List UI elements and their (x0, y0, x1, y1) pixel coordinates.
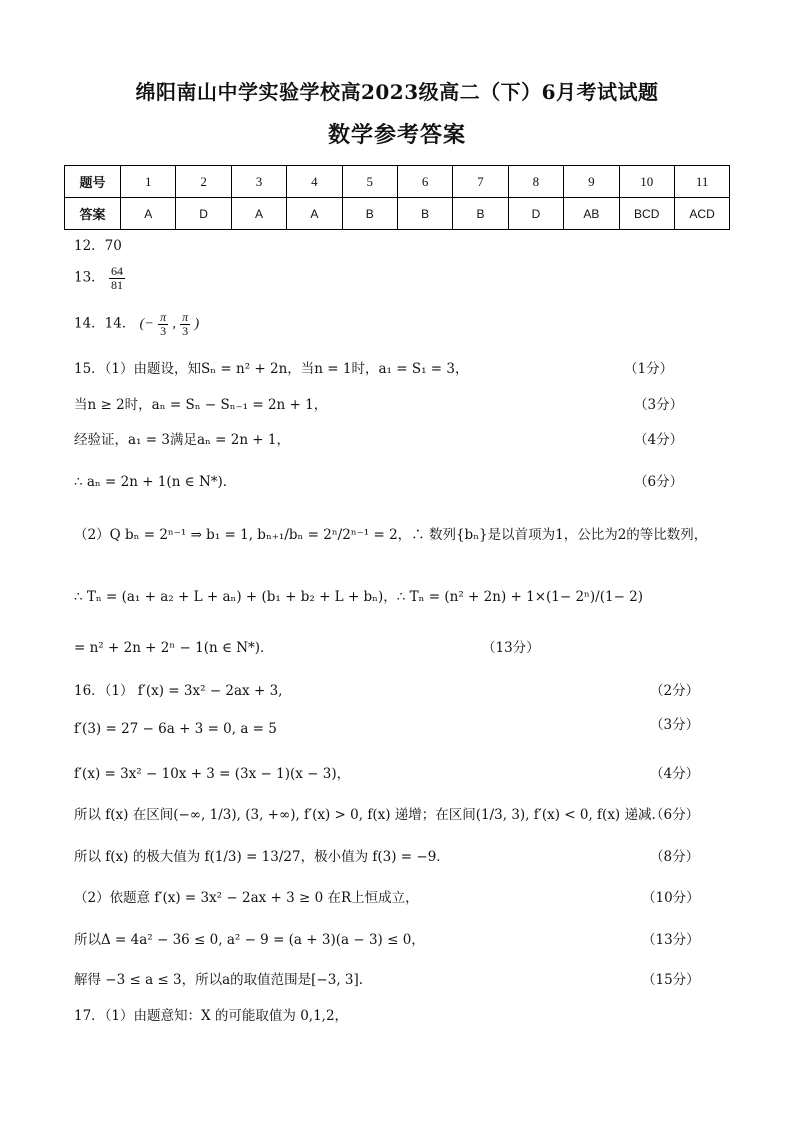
q16-line-3: f′(x) = 3x² − 10x + 3 = (3x − 1)(x − 3)， (74, 766, 351, 782)
q16-line-2: f′(3) = 27 − 6a + 3 = 0, a = 5 (74, 721, 277, 737)
question-number-cell: 9 (564, 166, 619, 198)
question-number-cell: 3 (231, 166, 286, 198)
q16-score-1: （2分） (650, 683, 700, 699)
fraction-numerator: π (160, 310, 167, 324)
question-number-cell: 7 (453, 166, 508, 198)
answer-key-subtitle: 数学参考答案 (327, 122, 466, 148)
fraction-denominator: 3 (160, 323, 167, 338)
answer-14 (74, 311, 199, 337)
q15-line-7: = n² + 2n + 2ⁿ − 1(n ∈ N*)． (74, 640, 274, 656)
question-number-cell: 5 (342, 166, 397, 198)
interval-open: (− (139, 316, 154, 332)
q16-line-1: 16．（1） f′(x) = 3x² − 2ax + 3, (74, 683, 283, 699)
question-number-cell: 4 (287, 166, 342, 198)
q15-line-6: ∴ Tₙ = (a₁ + a₂ + L + aₙ) + (b₁ + b₂ + L + bₙ)，∴ Tₙ = (n² + 2n) + 1×(1− 2ⁿ)/(1− 2) (74, 589, 644, 605)
question-number-row (65, 166, 730, 198)
q15-line-1: 15．（1）由题设，知Sₙ = n² + 2n，当n = 1时，a₁ = S₁ = 3， (74, 361, 469, 377)
q16-line-7: 所以Δ = 4a² − 36 ≤ 0, a² − 9 = (a + 3)(a − 3) ≤ 0， (74, 932, 425, 948)
answer-table (64, 165, 730, 230)
q15-score-1: （1分） (624, 361, 674, 377)
answer-header: 答案 (65, 198, 121, 230)
question-number-cell: 10 (619, 166, 674, 198)
q15-line-5: （2）Q bₙ = 2ⁿ⁻¹ ⇒ b₁ = 1, bₙ₊₁/bₙ = 2ⁿ/2ⁿ⁻¹ = 2，∴ 数列{bₙ}是以首项为1，公比为2的等比数列， (74, 527, 708, 543)
answer-14-label: 14．14． (74, 315, 136, 332)
fraction-denominator: 3 (182, 323, 189, 338)
q15-score-3: （4分） (634, 432, 684, 448)
answer-cell: B (453, 198, 508, 230)
q15-score-2: （3分） (634, 397, 684, 413)
exam-title: 绵阳南山中学实验学校高2023级高二（下）6月考试试题 (135, 80, 659, 104)
answer-cell: A (121, 198, 176, 230)
q16-line-4: 所以 f(x) 在区间(−∞, 1/3), (3, +∞), f′(x) > 0, f(x) 递增；在区间(1/3, 3), f′(x) < 0, f(x) 递减. (74, 807, 656, 823)
answer-row (65, 198, 730, 230)
question-number-cell: 11 (674, 166, 729, 198)
q15-score-4: （6分） (634, 474, 684, 490)
answer-13 (74, 265, 125, 291)
answer-14-fraction-1 (158, 311, 168, 337)
question-number-cell: 2 (176, 166, 231, 198)
q15-line-3: 经验证，a₁ = 3满足aₙ = 2n + 1， (74, 432, 290, 448)
q16-line-8: 解得 −3 ≤ a ≤ 3，所以a的取值范围是[−3, 3]. (74, 972, 364, 988)
question-number-cell: 8 (508, 166, 563, 198)
answer-cell: B (342, 198, 397, 230)
answer-12: 12．70 (74, 238, 122, 254)
answer-cell: D (508, 198, 563, 230)
q16-score-5: （8分） (650, 849, 700, 865)
answer-cell: D (176, 198, 231, 230)
answer-cell: A (287, 198, 342, 230)
fraction-numerator: 64 (110, 264, 123, 278)
q16-score-7: （13分） (642, 932, 700, 948)
answer-13-label: 13． (74, 269, 105, 286)
q16-score-6: （10分） (642, 890, 700, 906)
q17-line-1: 17．（1）由题意知：X 的可能取值为 0,1,2， (74, 1008, 349, 1024)
q15-line-2: 当n ≥ 2时，aₙ = Sₙ − Sₙ₋₁ = 2n + 1， (74, 397, 328, 413)
q16-score-2: （3分） (650, 717, 700, 733)
interval-close: ) (194, 316, 200, 332)
interval-comma: , (172, 316, 176, 332)
fraction-denominator: 81 (110, 277, 123, 292)
answer-14-fraction-2 (180, 311, 190, 337)
q15-line-4: ∴ aₙ = 2n + 1(n ∈ N*)． (74, 474, 237, 490)
q16-score-3: （4分） (650, 766, 700, 782)
q16-line-5: 所以 f(x) 的极大值为 f(1/3) = 13/27，极小值为 f(3) = −9． (74, 849, 450, 865)
fraction-numerator: π (182, 310, 189, 324)
question-number-header: 题号 (65, 166, 121, 198)
question-number-cell: 6 (397, 166, 452, 198)
q16-line-6: （2）依题意 f′(x) = 3x² − 2ax + 3 ≥ 0 在R上恒成立， (74, 890, 419, 906)
answer-cell: A (231, 198, 286, 230)
answer-cell: AB (564, 198, 619, 230)
question-number-cell: 1 (121, 166, 176, 198)
answer-cell: BCD (619, 198, 674, 230)
q16-score-4: （6分） (650, 807, 700, 823)
answer-cell: B (397, 198, 452, 230)
answer-13-fraction (109, 265, 125, 291)
q15-score-7: （13分） (482, 640, 540, 656)
answer-cell: ACD (674, 198, 729, 230)
q16-score-8: （15分） (642, 972, 700, 988)
